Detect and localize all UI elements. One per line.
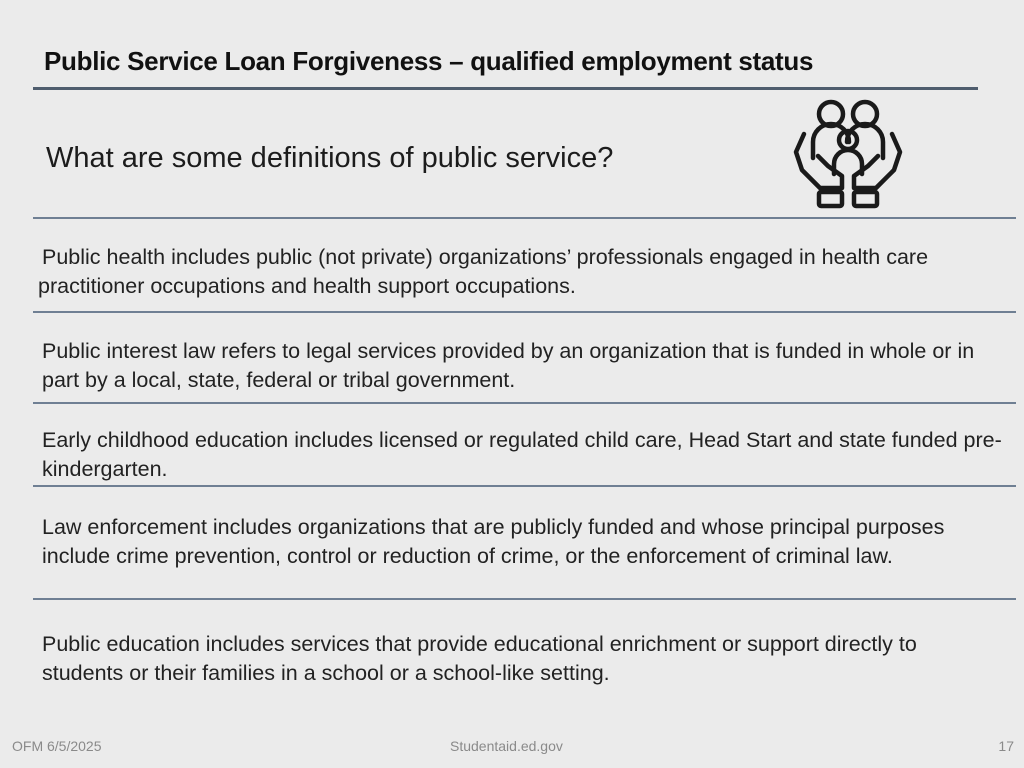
definition-public-interest-law: Public interest law refers to legal services provided by an organization that is funded in whole or in part by a local, state, federal or tribal government. [42,339,975,392]
definition-law-enforcement: Law enforcement includes organizations that are publicly funded and whose principal purposes include crime prevention, control or reduction of crime, or the enforcement of criminal law. [42,515,945,568]
definition-public-education: Public education includes services that provide educational enrichment or support directly to students or their families in a school or a school-like setting. [42,632,917,685]
definition-public-health: Public health includes public (not private) organizations’ professionals engaged in health care practitioner occupations and health support occupations. [38,245,929,298]
page-number: 17 [998,738,1014,754]
section-divider [33,598,1016,600]
section-divider [33,311,1016,313]
title-underline [33,87,978,90]
footer-website: Studentaid.ed.gov [450,738,563,754]
definition-early-childhood-education: Early childhood education includes licensed or regulated child care, Head Start and state funded pre-kindergarten. [42,428,1002,481]
family-in-hands-icon [790,96,906,212]
footer-date: OFM 6/5/2025 [12,738,102,754]
section-divider [33,217,1016,219]
section-divider [33,485,1016,487]
slide-subtitle: What are some definitions of public service? [46,142,614,174]
section-divider [33,402,1016,404]
slide-title: Public Service Loan Forgiveness – qualified employment status [44,46,814,76]
